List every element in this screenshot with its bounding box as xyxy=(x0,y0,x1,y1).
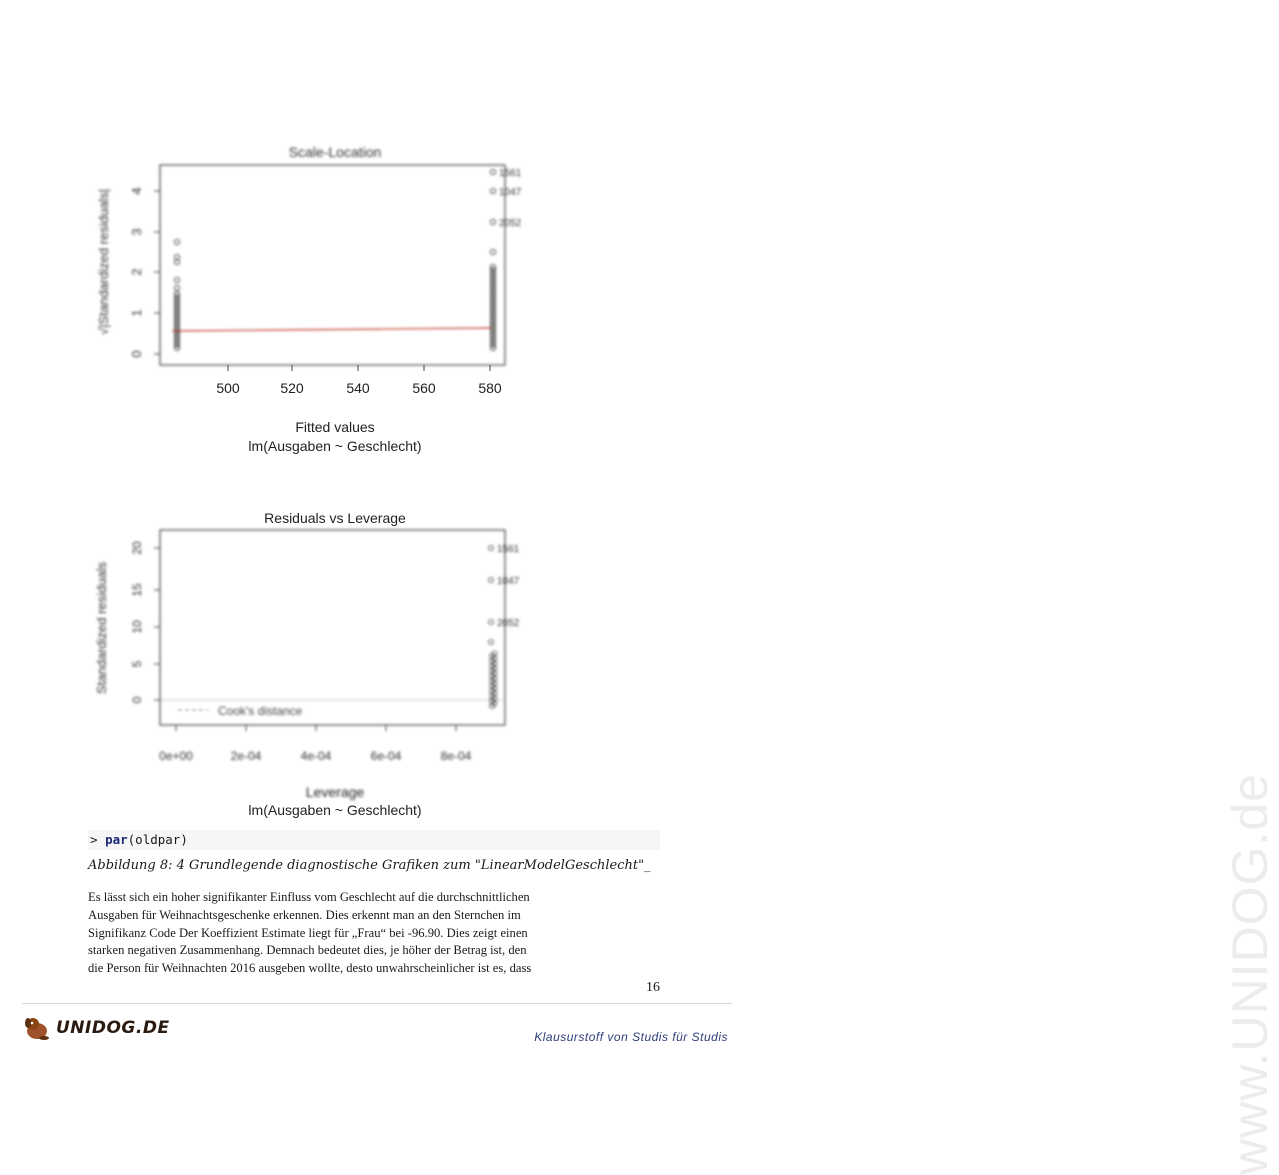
x-axis-label: Leverage xyxy=(305,784,365,800)
point-label: 1561 xyxy=(497,544,520,555)
paragraph-line: Ausgaben für Weihnachtsgeschenke erkennen. Dies erkennt man an den Sternchen im xyxy=(88,907,521,922)
x-tick-label: 500 xyxy=(216,380,240,396)
page-number: 16 xyxy=(646,980,660,995)
point-label: 2052 xyxy=(499,218,522,229)
body-paragraph xyxy=(88,889,660,978)
plot-title: Scale-Location xyxy=(288,144,382,160)
x-tick-label: 0e+00 xyxy=(159,749,193,763)
plot-subtitle: lm(Ausgaben ~ Geschlecht) xyxy=(248,802,422,818)
plot-title: Residuals vs Leverage xyxy=(264,510,406,526)
x-tick-label: 4e-04 xyxy=(300,749,332,763)
y-tick-label: 2 xyxy=(129,268,144,276)
figure-caption: Abbildung 8: 4 Grundlegende diagnostische Grafiken zum "LinearModelGeschlecht"_ xyxy=(88,858,651,873)
y-tick-label: 20 xyxy=(130,541,144,555)
point-label: 1047 xyxy=(497,576,520,587)
y-tick-label: 4 xyxy=(129,187,144,195)
x-axis-label: Fitted values xyxy=(295,419,375,435)
x-tick-label: 8e-04 xyxy=(440,749,472,763)
data-point xyxy=(489,546,494,551)
x-tick-label: 560 xyxy=(412,380,436,396)
data-point xyxy=(489,640,494,645)
legend-label: Cook's distance xyxy=(218,704,303,718)
x-tick-label: 540 xyxy=(346,380,370,396)
y-tick-label: 10 xyxy=(130,620,144,634)
dog-icon xyxy=(22,1014,52,1042)
x-tick-label: 2e-04 xyxy=(230,749,262,763)
paragraph-line: starken negativen Zusammenhang. Demnach bedeutet dies, je höher der Betrag ist, den xyxy=(88,943,527,958)
point-label: 1561 xyxy=(499,168,522,179)
y-axis-label: √|Standardized residuals| xyxy=(96,188,111,336)
y-tick-label: 3 xyxy=(129,228,144,236)
plot-frame xyxy=(160,530,505,725)
x-tick-label: 520 xyxy=(280,380,304,396)
y-axis-label: Standardized residuals xyxy=(94,561,109,695)
plot-subtitle: lm(Ausgaben ~ Geschlecht) xyxy=(248,438,422,454)
paragraph-line: Signifikanz Code Der Koeffizient Estimate liegt für „Frau“ bei -96.90. Dies zeigt einen xyxy=(88,925,528,940)
y-tick-label: 0 xyxy=(130,696,144,704)
unidog-logo[interactable] xyxy=(22,1014,170,1042)
y-tick-label: 5 xyxy=(130,660,144,668)
code-line xyxy=(88,830,660,850)
data-point xyxy=(489,578,494,583)
point-label: 2052 xyxy=(497,618,520,629)
code-prompt: > xyxy=(90,832,98,847)
y-tick-label: 1 xyxy=(129,309,144,317)
paragraph-line: die Person für Weihnachten 2016 ausgeben wollte, desto unwahrscheinlicher ist es, dass xyxy=(88,961,532,976)
point-label: 1047 xyxy=(499,187,522,198)
residuals-leverage-plot xyxy=(0,0,750,830)
code-args: (oldpar) xyxy=(127,832,188,847)
y-tick-label: 0 xyxy=(129,350,144,358)
paragraph-line: Es lässt sich ein hoher signifikanter Einfluss vom Geschlecht auf die durchschnittlichen xyxy=(88,890,530,904)
y-tick-label: 15 xyxy=(130,583,144,597)
x-tick-label: 580 xyxy=(478,380,502,396)
x-tick-label: 6e-04 xyxy=(370,749,402,763)
watermark: www.UNIDOG.de xyxy=(1222,773,1278,1175)
data-point xyxy=(489,620,494,625)
footer-tagline: Klausurstoff von Studis für Studis xyxy=(534,1030,728,1044)
footer-divider xyxy=(22,1003,732,1004)
code-function: par xyxy=(105,832,128,847)
logo-text: UNIDOG.DE xyxy=(56,1018,170,1038)
